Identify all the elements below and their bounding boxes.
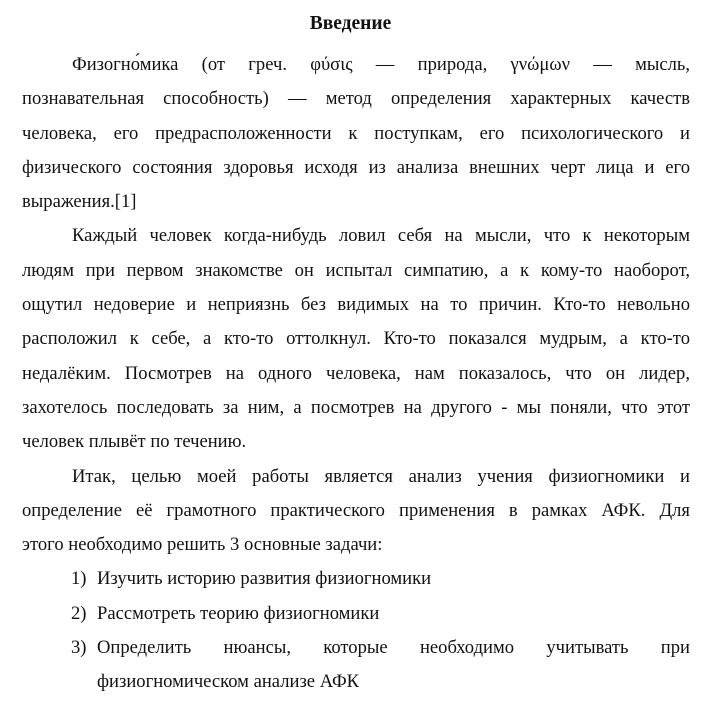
list-number: 2) [71, 602, 87, 624]
list-number: 3) [71, 637, 87, 659]
task-list [22, 562, 690, 699]
text-line: ощутил недоверие и неприязнь без видимых на то причин. Кто-то невольно [22, 294, 690, 316]
text-line: Каждый человек когда-нибудь ловил себя на мысли, что к некоторым [72, 225, 690, 247]
text-line: человек плывёт по течению. [22, 431, 247, 453]
text-line: Физогно́мика (от греч. φύσις — природа, γνώμων — мысль, [72, 54, 690, 75]
list-number: 1) [71, 568, 87, 590]
text-line: физического состояния здоровья исходя из анализа внешних черт лица и его [22, 156, 690, 178]
list-item [22, 562, 690, 596]
paragraph-1 [22, 48, 690, 219]
text-line: определение её грамотного практического применения в рамках АФК. Для [22, 499, 690, 521]
list-text: Определить нюансы, которые необходимо учитывать при [97, 637, 690, 659]
list-text: Рассмотреть теорию физиогномики [97, 602, 380, 624]
paragraph-2 [22, 219, 690, 459]
text-line: недалёким. Посмотрев на одного человека, нам показалось, что он лидер, [22, 362, 690, 384]
list-item [22, 597, 690, 631]
text-line: Итак, целью моей работы является анализ учения физиогномики и [72, 465, 690, 487]
text-line: человека, его предрасположенности к поступкам, его психологического и [22, 122, 690, 144]
text-line: выражения.[1] [22, 191, 137, 213]
text-line: познавательная способность) — метод определения характерных качеств [22, 88, 690, 110]
text-line: этого необходимо решить 3 основные задачи: [22, 534, 383, 556]
list-item [22, 631, 690, 665]
document-body [22, 48, 690, 700]
list-text: Изучить историю развития физиогномики [97, 568, 432, 590]
text-line: людям при первом знакомстве он испытал симпатию, а к кому-то наоборот, [22, 259, 690, 281]
text-line: расположил к себе, а кто-то оттолкнул. Кто-то показался мудрым, а кто-то [22, 328, 690, 350]
paragraph-3 [22, 460, 690, 563]
text-line: захотелось последовать за ним, а посмотрев на другого - мы поняли, что этот [22, 396, 690, 418]
list-text-continuation: физиогномическом анализе АФК [97, 671, 360, 693]
section-title: Введение [309, 13, 392, 34]
